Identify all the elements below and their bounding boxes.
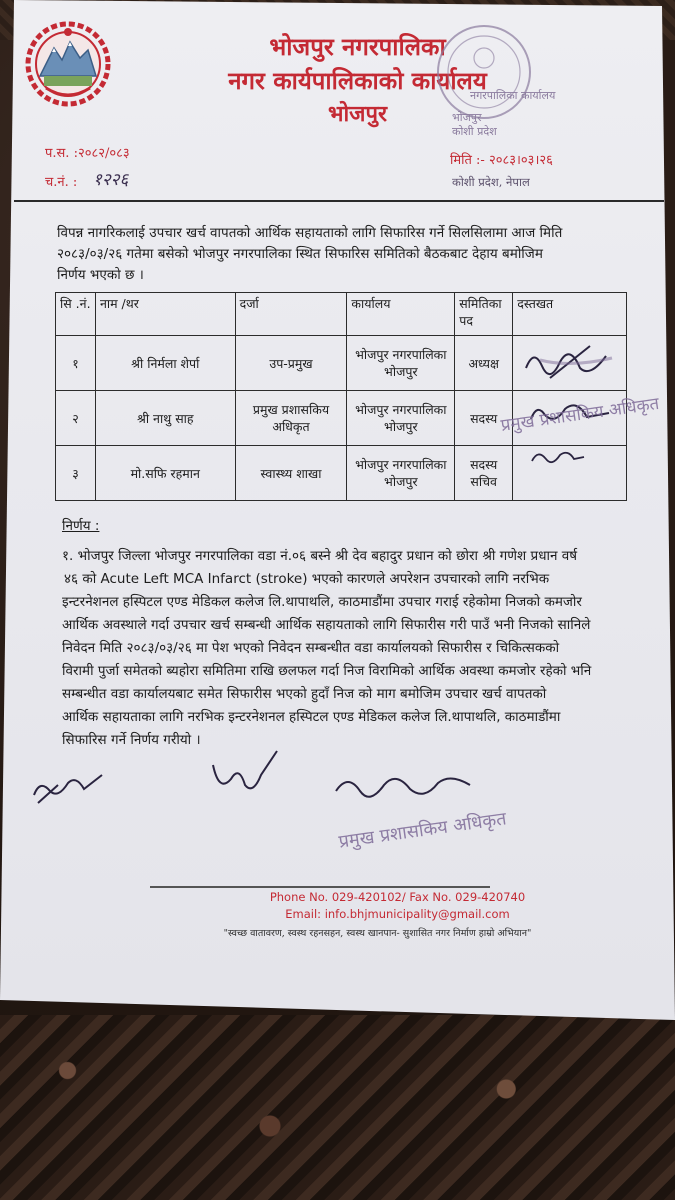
header-office: कार्यालय <box>347 293 455 336</box>
footer-email-row <box>60 907 675 921</box>
intro-line-2: २०८३/०३/२६ गतेमा बसेको भोजपुर नगरपालिका स्थित सिफारिस समितिको बैठकबाट देहाय बमोजिम <box>57 246 543 262</box>
header-divider <box>14 200 664 202</box>
cell-post: स्वास्थ्य शाखा <box>235 446 347 501</box>
designation-stamp-table: प्रमुख प्रशासकिय अधिकृत <box>499 393 661 436</box>
decision-line: आर्थिक अवस्थाले गर्दा उपचार खर्च सम्बन्धी आर्थिक सहायताको लागि सिफारीस गरी पाउँ भनी निजको सानिले <box>62 617 591 633</box>
footer-email-label: Email: <box>285 907 325 921</box>
footer-divider <box>150 886 490 888</box>
table-header-row <box>56 293 627 336</box>
office-location: भोजपुर <box>328 101 387 127</box>
stamp-text-province: कोशी प्रदेश <box>452 125 497 138</box>
office-name: नगर कार्यपालिकाको कार्यालय <box>228 66 487 95</box>
decision-line: आर्थिक सहायताका लागि नरभिक इन्टरनेशनल हस्पिटल एण्ड मेडिकल कलेज लि.थापाथलि, काठमाडौंमा <box>62 709 561 725</box>
cell-office: भोजपुर नगरपालिका भोजपुर <box>347 391 455 446</box>
cell-role: अध्यक्ष <box>455 336 513 391</box>
header-name: नाम /थर <box>95 293 235 336</box>
dispatch-number: १२२६ <box>93 170 129 190</box>
cell-office: भोजपुर नगरपालिका भोजपुर <box>347 446 455 501</box>
decision-paragraph <box>62 545 672 752</box>
decision-heading: निर्णय : <box>62 518 100 534</box>
cell-serial: १ <box>56 336 96 391</box>
decision-line: सम्बन्धीत वडा कार्यालयबाट समेत सिफारीस भएको हुदाँ निज को माग बमोजिम उपचार खर्च वापतको <box>62 686 547 702</box>
province-text: कोशी प्रदेश, नेपाल <box>452 175 530 189</box>
letter-date: मिति :- २०८३।०३।२६ <box>450 153 553 168</box>
decision-line: निवेदन मिति २०८३/०३/२६ मा पेश भएको निवेदन सम्बन्धीत वडा कार्यालयको सिफारीस र चिकित्सकको <box>62 640 560 656</box>
cell-post: उप-प्रमुख <box>235 336 347 391</box>
background-carpet-bottom <box>0 1015 675 1200</box>
signature-bottom-right-icon <box>330 765 480 810</box>
cell-serial: ३ <box>56 446 96 501</box>
stamp-text-city: भोजपुर <box>452 111 482 124</box>
cell-office: भोजपुर नगरपालिका भोजपुर <box>347 336 455 391</box>
designation-stamp-bottom: प्रमुख प्रशासकिय अधिकृत <box>337 808 508 853</box>
signature-bottom-middle-icon <box>205 745 285 805</box>
cell-role: सदस्य <box>455 391 513 446</box>
decision-line: सिफारिस गर्ने निर्णय गरीयो । <box>62 732 201 748</box>
fiscal-year-ref: प.स. :२०८२/०८३ <box>45 146 130 161</box>
cell-role: सदस्य सचिव <box>455 446 513 501</box>
footer-email-link[interactable]: info.bhjmunicipality@gmail.com <box>324 907 510 921</box>
header-signature: दस्तखत <box>513 293 627 336</box>
header-post: दर्जा <box>235 293 347 336</box>
municipality-name: भोजपुर नगरपालिका <box>269 32 446 61</box>
stamp-text-office: नगरपालिका कार्यालय <box>470 89 556 102</box>
intro-line-3: निर्णय भएको छ । <box>57 267 144 283</box>
header-serial: सि .नं. <box>56 293 96 336</box>
round-office-stamp-icon <box>430 18 538 126</box>
cell-name: श्री निर्मला शेर्पा <box>95 336 235 391</box>
cell-name: श्री नाथु साह <box>95 391 235 446</box>
signature-secretary-icon <box>528 445 588 471</box>
signature-chairperson-icon <box>520 338 620 386</box>
cell-name: मो.सफि रहमान <box>95 446 235 501</box>
decision-line: इन्टरनेशनल हस्पिटल एण्ड मेडिकल कलेज लि.थापाथलि, काठमाडौंमा उपचार गराई रहेकोमा निजको कमजोर <box>62 594 582 610</box>
header-committee-role: समितिका पद <box>455 293 513 336</box>
intro-line-1: विपन्न नागरिकलाई उपचार खर्च वापतको आर्थिक सहायताको लागि सिफारिस गर्ने सिलसिलामा आज मिति <box>57 225 563 241</box>
cell-serial: २ <box>56 391 96 446</box>
decision-line: १. भोजपुर जिल्ला भोजपुर नगरपालिका वडा नं.०६ बस्ने श्री देव बहादुर प्रधान को छोरा श्री गणेश प्रधान वर्ष <box>62 548 578 564</box>
signature-bottom-left-icon <box>28 765 108 810</box>
decision-line: विरामी पुर्जा समेतको ब्यहोरा समितिमा राखि छलफल गर्दा निज विरामिको आर्थिक अवस्था कमजोर रहेको भनि <box>62 663 592 679</box>
dispatch-label: च.नं. : <box>45 175 78 190</box>
footer-slogan: "स्वच्छ वातावरण, स्वस्थ रहनसहन, स्वस्थ खानपान- सुशासित नगर निर्माण हाम्रो अभियान" <box>223 928 532 939</box>
decision-line: ४६ को Acute Left MCA Infarct (stroke) भएको कारणले अपरेशन उपचारको लागि नरभिक <box>64 571 550 587</box>
footer-phone: Phone No. 029-420102/ Fax No. 029-420740 <box>269 890 526 904</box>
cell-post: प्रमुख प्रशासकिय अधिकृत <box>235 391 347 446</box>
